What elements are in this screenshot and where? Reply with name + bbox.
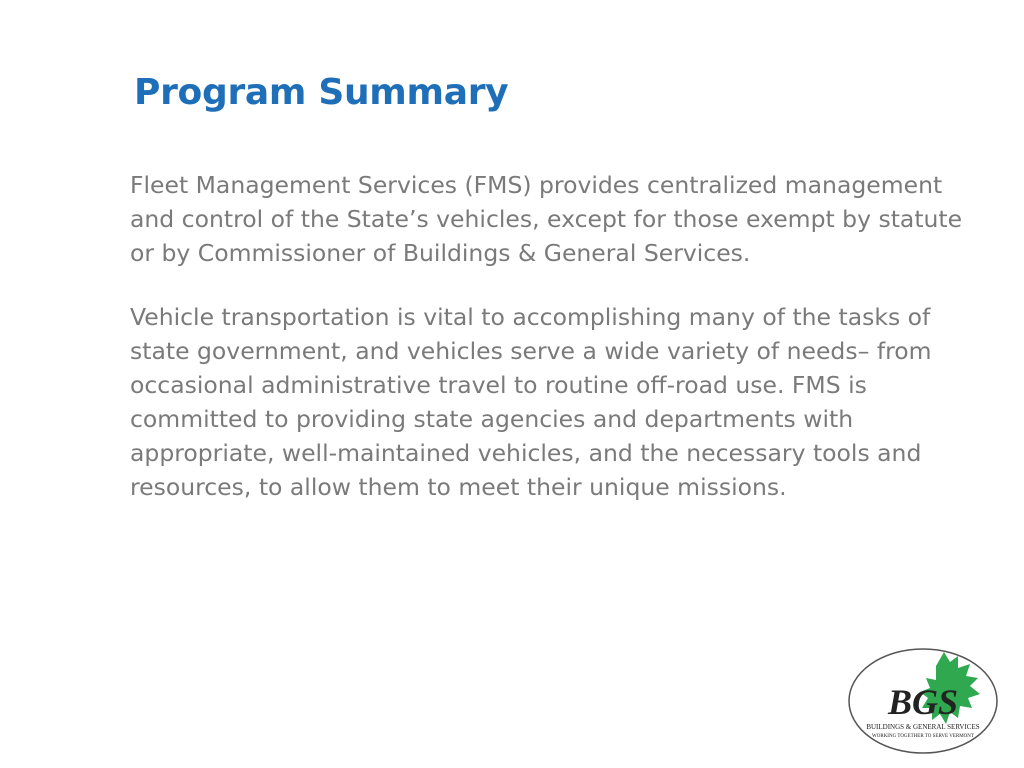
slide-body [130, 168, 980, 534]
logo-monogram: BGS [887, 682, 959, 722]
slide-title: Program Summary [134, 72, 509, 113]
logo-line-2: WORKING TOGETHER TO SERVE VERMONT [872, 734, 974, 739]
bgs-logo [846, 646, 1000, 756]
logo-line-1: BUILDINGS & GENERAL SERVICES [866, 723, 980, 731]
paragraph-vehicle-transportation: Vehicle transportation is vital to accomplishing many of the tasks of state government, and vehicles serve a wide variety of needs– from occasional administrative travel to routine off-road use. FMS is committed to providing state agencies and departments with appropriate, well-maintained vehicles, and the necessary tools and resources, to allow them to meet their unique missions. [130, 303, 932, 501]
paragraph-fleet-management: Fleet Management Services (FMS) provides centralized management and control of the State’s vehicles, except for those exempt by statute or by Commissioner of Buildings & General Services. [130, 171, 963, 267]
